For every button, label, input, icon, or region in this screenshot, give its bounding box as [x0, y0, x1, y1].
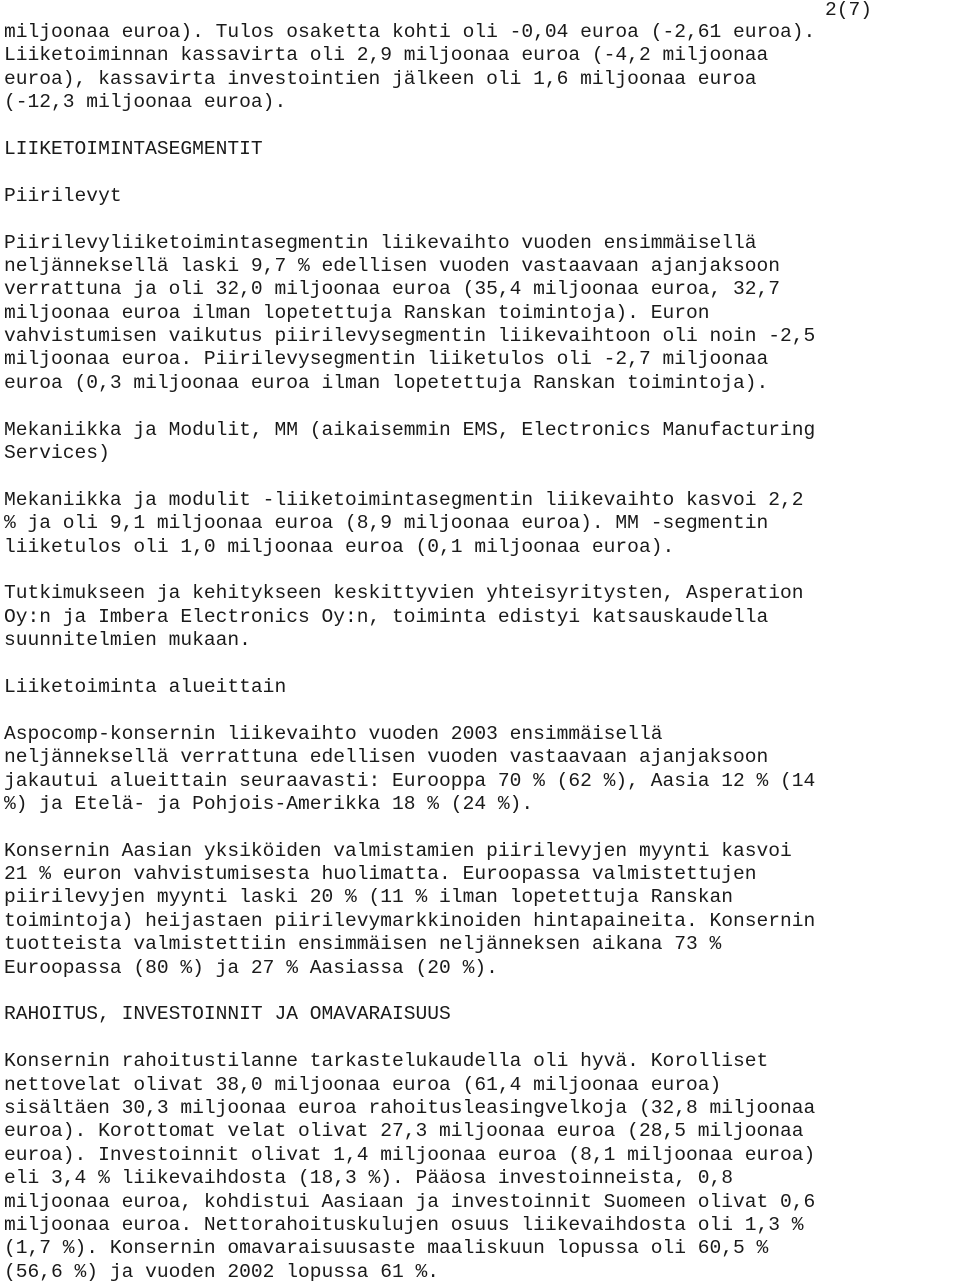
heading-line: LIIKETOIMINTASEGMENTIT [4, 137, 263, 160]
text-line: Liiketoiminnan kassavirta oli 2,9 miljoonaa euroa (-4,2 miljoonaa [4, 44, 769, 67]
text-line: euroa (0,3 miljoonaa euroa ilman lopetettuja Ranskan toimintoja). [4, 371, 769, 394]
page-number: 2(7) [825, 0, 873, 21]
paragraph-spacer [4, 653, 960, 676]
heading-line: RAHOITUS, INVESTOINNIT JA OMAVARAISUUS [4, 1003, 451, 1026]
paragraph-spacer [4, 559, 960, 582]
subheading-mekaniikka [4, 419, 960, 466]
tutkimus-paragraph [4, 582, 960, 652]
text-line: miljoonaa euroa. Piirilevysegmentin liiketulos oli -2,7 miljoonaa [4, 348, 769, 371]
paragraph-spacer [4, 1027, 960, 1050]
section-heading-liiketoimintasegmentit [4, 138, 960, 161]
text-line: Tutkimukseen ja kehitykseen keskittyvien yhteisyritysten, Asperation [4, 582, 804, 605]
text-line: Konsernin Aasian yksiköiden valmistamien piirilevyjen myynti kasvoi [4, 839, 792, 862]
text-line: piirilevyjen myynti laski 20 % (11 % ilman lopetettuja Ranskan [4, 886, 734, 909]
text-line: jakautui alueittain seuraavasti: Eurooppa 70 % (62 %), Aasia 12 % (14 [4, 769, 816, 792]
text-line: miljoonaa euroa, kohdistui Aasiaan ja investoinnit Suomeen olivat 0,6 [4, 1190, 816, 1213]
text-line: (-12,3 miljoonaa euroa). [4, 91, 287, 114]
text-line: miljoonaa euroa). Tulos osaketta kohti oli -0,04 euroa (-2,61 euroa). [4, 21, 816, 43]
paragraph-spacer [4, 208, 960, 231]
rahoitus-paragraph [4, 1050, 960, 1284]
text-line: suunnitelmien mukaan. [4, 629, 251, 652]
text-line: euroa). Investoinnit olivat 1,4 miljoonaa euroa (8,1 miljoonaa euroa) [4, 1143, 816, 1166]
paragraph-spacer [4, 115, 960, 138]
text-line: tuotteista valmistettiin ensimmäisen neljänneksen aikana 73 % [4, 933, 722, 956]
paragraph-spacer [4, 699, 960, 722]
text-line: Oy:n ja Imbera Electronics Oy:n, toiminta edistyi katsauskaudella [4, 605, 769, 628]
text-line: miljoonaa euroa ilman lopetettuja Ranskan toimintoja). Euron [4, 301, 710, 324]
text-line: neljänneksellä laski 9,7 % edellisen vuoden vastaavaan ajanjaksoon [4, 254, 781, 277]
heading-line: Liiketoiminta alueittain [4, 675, 287, 698]
section-heading-rahoitus [4, 1003, 960, 1026]
paragraph-spacer [4, 816, 960, 839]
subheading-liiketoiminta-alueittain [4, 676, 960, 699]
text-line: euroa). Korottomat velat olivat 27,3 miljoonaa euroa (28,5 miljoonaa [4, 1120, 804, 1143]
text-line: (56,6 %) ja vuoden 2002 lopussa 61 %. [4, 1260, 440, 1283]
intro-paragraph [4, 21, 960, 115]
text-line: liiketulos oli 1,0 miljoonaa euroa (0,1 miljoonaa euroa). [4, 535, 675, 558]
text-line: nettovelat olivat 38,0 miljoonaa euroa (61,4 miljoonaa euroa) [4, 1073, 722, 1096]
heading-line: Piirilevyt [4, 184, 122, 207]
text-line: Piirilevyliiketoimintasegmentin liikevaihto vuoden ensimmäisellä [4, 231, 757, 254]
alueittain-paragraph [4, 723, 960, 817]
aasia-paragraph [4, 840, 960, 980]
text-line: 21 % euron vahvistumisesta huolimatta. Euroopassa valmistettujen [4, 863, 757, 886]
text-line: % ja oli 9,1 miljoonaa euroa (8,9 miljoonaa euroa). MM -segmentin [4, 512, 769, 535]
text-line: neljänneksellä verrattuna edellisen vuoden vastaavaan ajanjaksoon [4, 746, 769, 769]
text-line: Aspocomp-konsernin liikevaihto vuoden 2003 ensimmäisellä [4, 722, 663, 745]
text-line: verrattuna ja oli 32,0 miljoonaa euroa (35,4 miljoonaa euroa, 32,7 [4, 278, 781, 301]
paragraph-spacer [4, 465, 960, 488]
heading-line: Services) [4, 442, 110, 465]
text-line: euroa), kassavirta investointien jälkeen oli 1,6 miljoonaa euroa [4, 67, 757, 90]
paragraph-spacer [4, 395, 960, 418]
text-line: sisältäen 30,3 miljoonaa euroa rahoitusleasingvelkoja (32,8 miljoonaa [4, 1096, 816, 1119]
subheading-piirilevyt [4, 185, 960, 208]
text-line: toimintoja) heijastaen piirilevymarkkinoiden hintapaineita. Konsernin [4, 909, 816, 932]
paragraph-spacer [4, 161, 960, 184]
text-line: miljoonaa euroa. Nettorahoituskulujen osuus liikevaihdosta oli 1,3 % [4, 1213, 804, 1236]
text-line: vahvistumisen vaikutus piirilevysegmentin liikevaihtoon oli noin -2,5 [4, 325, 816, 348]
piirilevyt-paragraph [4, 232, 960, 396]
text-line: Euroopassa (80 %) ja 27 % Aasiassa (20 %). [4, 956, 498, 979]
heading-line: Mekaniikka ja Modulit, MM (aikaisemmin EMS, Electronics Manufacturing [4, 418, 816, 441]
mekaniikka-paragraph [4, 489, 960, 559]
text-line: Mekaniikka ja modulit -liiketoimintasegmentin liikevaihto kasvoi 2,2 [4, 488, 804, 511]
document-body [4, 21, 960, 1284]
text-line: (1,7 %). Konsernin omavaraisuusaste maaliskuun lopussa oli 60,5 % [4, 1237, 769, 1260]
paragraph-spacer [4, 980, 960, 1003]
text-line: Konsernin rahoitustilanne tarkastelukaudella oli hyvä. Korolliset [4, 1050, 769, 1073]
text-line: %) ja Etelä- ja Pohjois-Amerikka 18 % (24 %). [4, 792, 534, 815]
text-line: eli 3,4 % liikevaihdosta (18,3 %). Pääosa investoinneista, 0,8 [4, 1167, 734, 1190]
